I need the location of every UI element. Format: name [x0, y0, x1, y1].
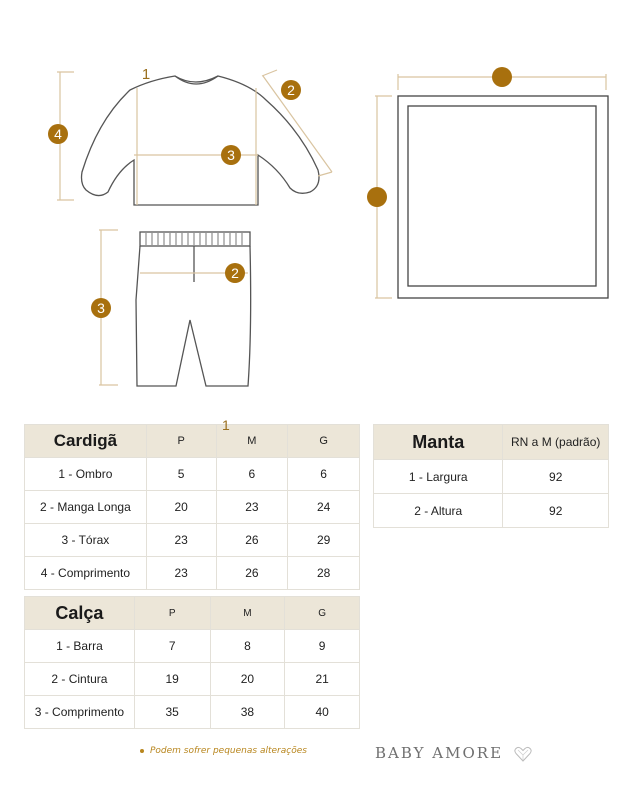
brand-name: BABY AMORE [375, 744, 504, 762]
bullet-icon [140, 749, 144, 753]
table-row [25, 557, 360, 590]
cell: 9 [285, 630, 360, 663]
pants-markers [91, 263, 245, 318]
cell: 6 [216, 458, 288, 491]
table-row [374, 494, 609, 528]
footnote-text: Podem sofrer pequenas alterações [150, 746, 307, 756]
cell: 92 [503, 494, 609, 528]
cell: 26 [216, 524, 288, 557]
cell: 20 [210, 663, 285, 696]
row-label: 2 - Cintura [25, 663, 135, 696]
cell: 29 [288, 524, 360, 557]
pants-drawing [136, 232, 251, 386]
cell: 23 [146, 557, 216, 590]
cell: 28 [288, 557, 360, 590]
size-g-header: G [288, 425, 360, 458]
size-g-header: G [285, 597, 360, 630]
cell: 35 [134, 696, 210, 729]
size-p-header: P [134, 597, 210, 630]
cell: 23 [146, 524, 216, 557]
cell: 24 [288, 491, 360, 524]
table-row [25, 696, 360, 729]
size-p-header: P [146, 425, 216, 458]
pants-marker-3: 3 [97, 300, 105, 316]
row-label: 1 - Barra [25, 630, 135, 663]
cell: 26 [216, 557, 288, 590]
size-m-header: M [216, 425, 288, 458]
row-label: 3 - Comprimento [25, 696, 135, 729]
blanket-width-marker [492, 67, 512, 87]
row-label: 4 - Comprimento [25, 557, 147, 590]
cardiga-title: Cardigã [25, 425, 147, 458]
row-label: 1 - Largura [374, 460, 503, 494]
cell: 7 [134, 630, 210, 663]
row-label: 1 - Ombro [25, 458, 147, 491]
manta-table [373, 424, 609, 528]
size-m-header: M [210, 597, 285, 630]
row-label: 3 - Tórax [25, 524, 147, 557]
cell: 5 [146, 458, 216, 491]
table-mark-1: 1 [222, 417, 230, 433]
row-label: 2 - Altura [374, 494, 503, 528]
cell: 8 [210, 630, 285, 663]
table-row [25, 524, 360, 557]
cell: 40 [285, 696, 360, 729]
pants-marker-2: 2 [231, 265, 239, 281]
table-row [25, 663, 360, 696]
blanket-height-marker [367, 187, 387, 207]
table-row [25, 630, 360, 663]
cardigan-marker-3: 3 [227, 147, 235, 163]
cell: 19 [134, 663, 210, 696]
footnote [140, 746, 307, 756]
heart-icon [514, 746, 532, 762]
calca-table [24, 596, 360, 729]
cell: 92 [503, 460, 609, 494]
calca-title: Calça [25, 597, 135, 630]
top-marker-1: 1 [141, 66, 151, 83]
cell: 20 [146, 491, 216, 524]
cardigan-markers [48, 80, 301, 165]
cell: 23 [216, 491, 288, 524]
table-row [25, 458, 360, 491]
manta-title: Manta [374, 425, 503, 460]
cardigan-marker-4: 4 [54, 126, 62, 142]
blanket-drawing [398, 96, 608, 298]
table-row [374, 460, 609, 494]
cardiga-table [24, 424, 360, 590]
cell: 21 [285, 663, 360, 696]
manta-size-header: RN a M (padrão) [503, 425, 609, 460]
brand-logo [375, 744, 532, 762]
cell: 38 [210, 696, 285, 729]
table-row [25, 491, 360, 524]
cell: 6 [288, 458, 360, 491]
cardigan-marker-2: 2 [287, 82, 295, 98]
row-label: 2 - Manga Longa [25, 491, 147, 524]
